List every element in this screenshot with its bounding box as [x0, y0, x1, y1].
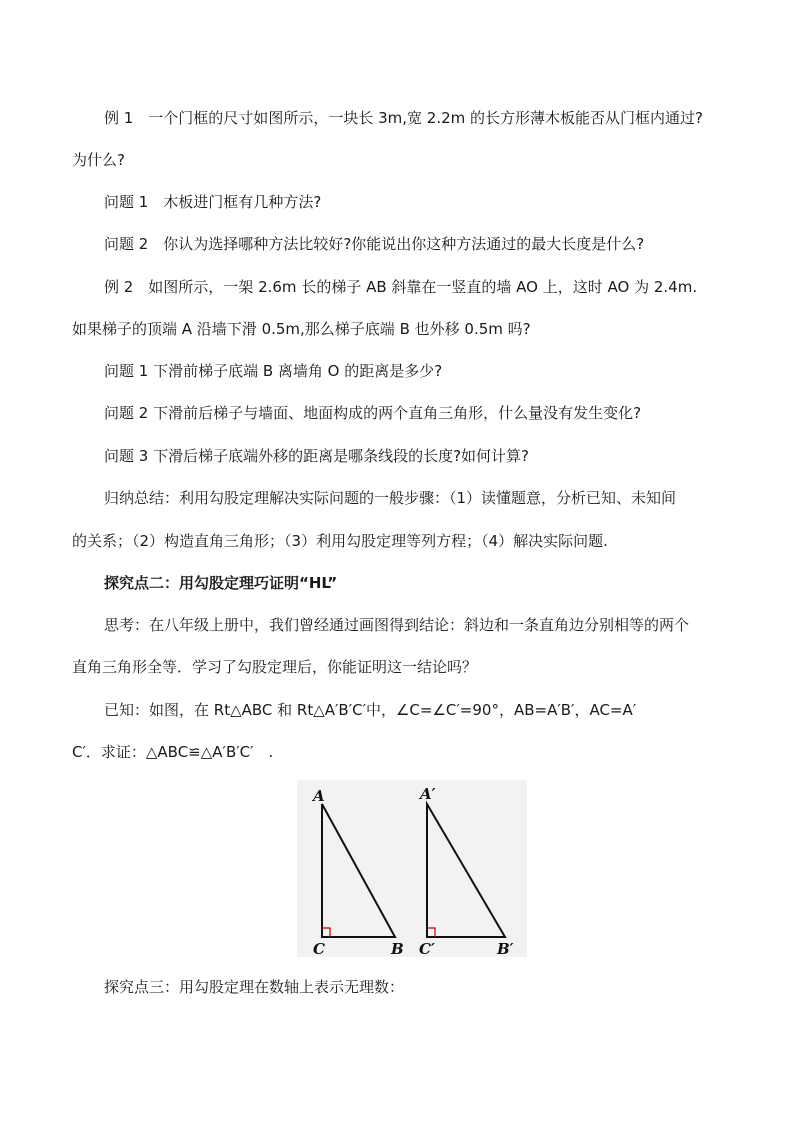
- triangles-figure: [297, 780, 527, 957]
- given-line-2: C′．求证：△ABC≌△A′B′C′ .: [72, 743, 274, 761]
- question-3-ladder: 问题 3 下滑后梯子底端外移的距离是哪条线段的长度?如何计算?: [104, 447, 530, 465]
- triangle-abc: [322, 804, 395, 937]
- vertex-label-a: A: [313, 787, 325, 805]
- question-2-ladder: 问题 2 下滑前后梯子与墙面、地面构成的两个直角三角形，什么量没有发生变化?: [104, 404, 642, 422]
- example-2-line-2: 如果梯子的顶端 A 沿墙下滑 0.5m,那么梯子底端 B 也外移 0.5m 吗?: [72, 320, 531, 338]
- vertex-label-a-prime: A′: [420, 785, 436, 803]
- question-1-ladder: 问题 1 下滑前梯子底端 B 离墙角 O 的距离是多少?: [104, 362, 443, 380]
- right-angle-mark-c: [322, 928, 330, 937]
- question-1-board: 问题 1 木板进门框有几种方法?: [104, 193, 322, 211]
- question-2-board: 问题 2 你认为选择哪种方法比较好?你能说出你这种方法通过的最大长度是什么?: [104, 235, 645, 253]
- section-heading-3: 探究点三：用勾股定理在数轴上表示无理数：: [104, 978, 405, 996]
- example-1-line-2: 为什么?: [72, 151, 125, 169]
- think-line-2: 直角三角形全等．学习了勾股定理后，你能证明这一结论吗？: [72, 658, 478, 676]
- summary-line-2: 的关系；（2）构造直角三角形；（3）利用勾股定理等列方程；（4）解决实际问题.: [72, 532, 608, 550]
- summary-line-1: 归纳总结：利用勾股定理解决实际问题的一般步骤：（1）读懂题意，分析已知、未知间: [104, 489, 677, 507]
- section-heading-2: 探究点二：用勾股定理巧证明“HL”: [104, 574, 338, 592]
- given-line-1: 已知：如图，在 Rt△ABC 和 Rt△A′B′C′中，∠C=∠C′=90°，AB=A′B′，AC=A′: [104, 701, 637, 719]
- vertex-label-c: C: [313, 940, 325, 957]
- think-line-1: 思考：在八年级上册中，我们曾经通过画图得到结论：斜边和一条直角边分别相等的两个: [104, 616, 690, 634]
- vertex-label-c-prime: C′: [419, 940, 435, 957]
- vertex-label-b: B: [391, 940, 404, 957]
- example-1-line-1: 例 1 一个门框的尺寸如图所示，一块长 3m,宽 2.2m 的长方形薄木板能否从门框内通过?: [104, 109, 703, 127]
- triangle-abc-prime: [427, 804, 505, 937]
- triangles-diagram: [297, 780, 527, 957]
- example-2-line-1: 例 2 如图所示，一架 2.6m 长的梯子 AB 斜靠在一竖直的墙 AO 上，这时 AO 为 2.4m.: [104, 278, 698, 296]
- vertex-label-b-prime: B′: [497, 940, 514, 957]
- right-angle-mark-c-prime: [427, 928, 435, 937]
